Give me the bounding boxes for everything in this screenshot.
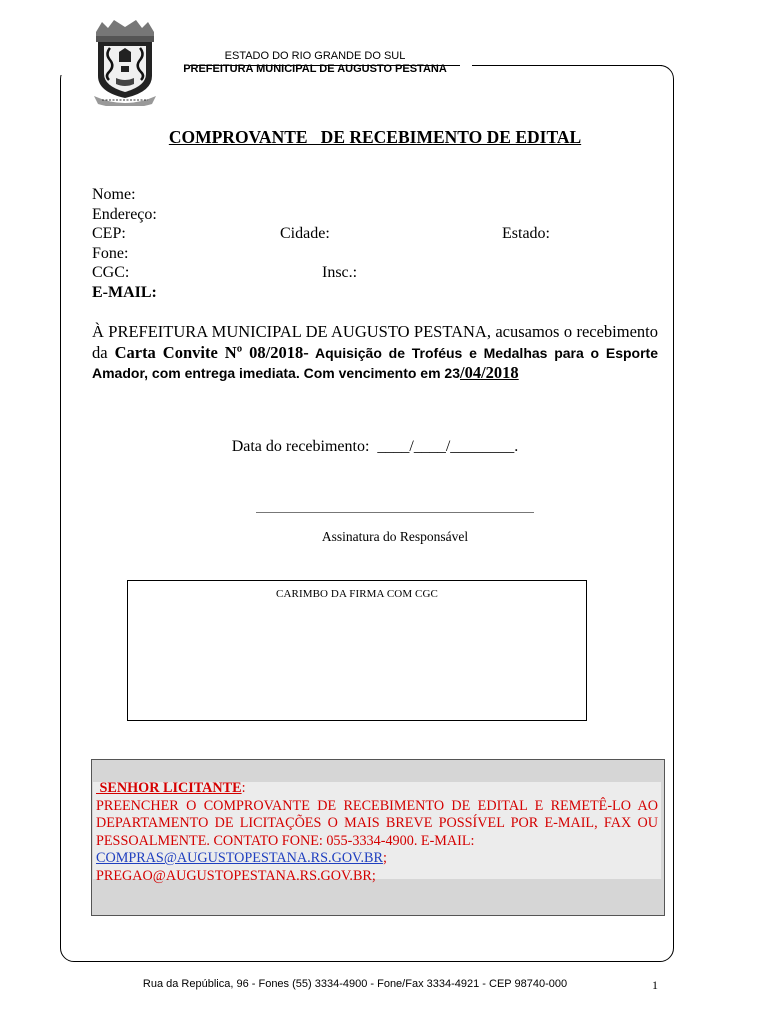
page-number: 1 (652, 978, 658, 992)
footer-address: Rua da República, 96 - Fones (55) 3334-4900 - Fone/Fax 3334-4921 - CEP 98740-000 (142, 978, 568, 990)
field-email-label: E-MAIL: (92, 283, 157, 301)
stamp-box (127, 580, 587, 721)
field-nome-label: Nome: (92, 186, 136, 203)
notice-heading-colon: : (241, 780, 246, 796)
field-estado-label: Estado: (502, 225, 550, 242)
ack-object: Aquisição de Troféus e Medalhas para o Esporte Amador, com entrega imediata. Com vencimento em 23 (92, 344, 658, 381)
field-endereco-label: Endereço: (92, 205, 157, 223)
header-rule (472, 65, 662, 66)
notice-text (96, 780, 658, 885)
header-state: ESTADO DO RIO GRANDE DO SUL (224, 50, 406, 62)
signature-label: Assinatura do Responsável (321, 529, 469, 544)
field-cidade-label: Cidade: (280, 225, 330, 242)
notice-separator: ; (382, 850, 387, 866)
signature-line (256, 512, 534, 513)
ack-convite: Carta Convite Nº 08/2018- (114, 342, 309, 362)
header-prefeitura: PREFEITURA MUNICIPAL DE AUGUSTO PESTANA (183, 63, 447, 75)
notice-email-compras[interactable]: COMPRAS@AUGUSTOPESTANA.RS.GOV.BR (96, 850, 383, 866)
ack-intro: À PREFEITURA MUNICIPAL DE AUGUSTO PESTANA, acusamos o recebimento da (92, 322, 658, 362)
field-cgc-label: CGC: (92, 264, 130, 281)
notice-separator: ; (371, 867, 376, 884)
notice-body: PREENCHER O COMPROVANTE DE RECEBIMENTO DE EDITAL E REMETÊ-LO AO DEPARTAMENTO DE LICITAÇÕES O MAIS BREVE POSSÍVEL POR E-MAIL, FAX OU PESSOALMENTE. CONTATO FONE: 055-3334-4900. E-MAIL: (96, 797, 658, 849)
receipt-date-line: Data do recebimento: ____/____/________. (231, 438, 519, 455)
stamp-label: CARIMBO DA FIRMA COM CGC (276, 588, 438, 600)
field-fone-label: Fone: (92, 244, 129, 262)
coat-of-arms-icon (92, 18, 158, 106)
notice-email-pregao: PREGAO@AUGUSTOPESTANA.RS.GOV.BR (96, 867, 372, 884)
document-title: COMPROVANTE DE RECEBIMENTO DE EDITAL (168, 127, 582, 147)
acknowledgement-paragraph (92, 322, 658, 384)
field-insc-label: Insc.: (322, 264, 358, 281)
field-cep-label: CEP: (92, 225, 126, 242)
notice-heading: SENHOR LICITANTE (96, 780, 242, 796)
ack-due-date: /04/2018 (460, 363, 519, 382)
